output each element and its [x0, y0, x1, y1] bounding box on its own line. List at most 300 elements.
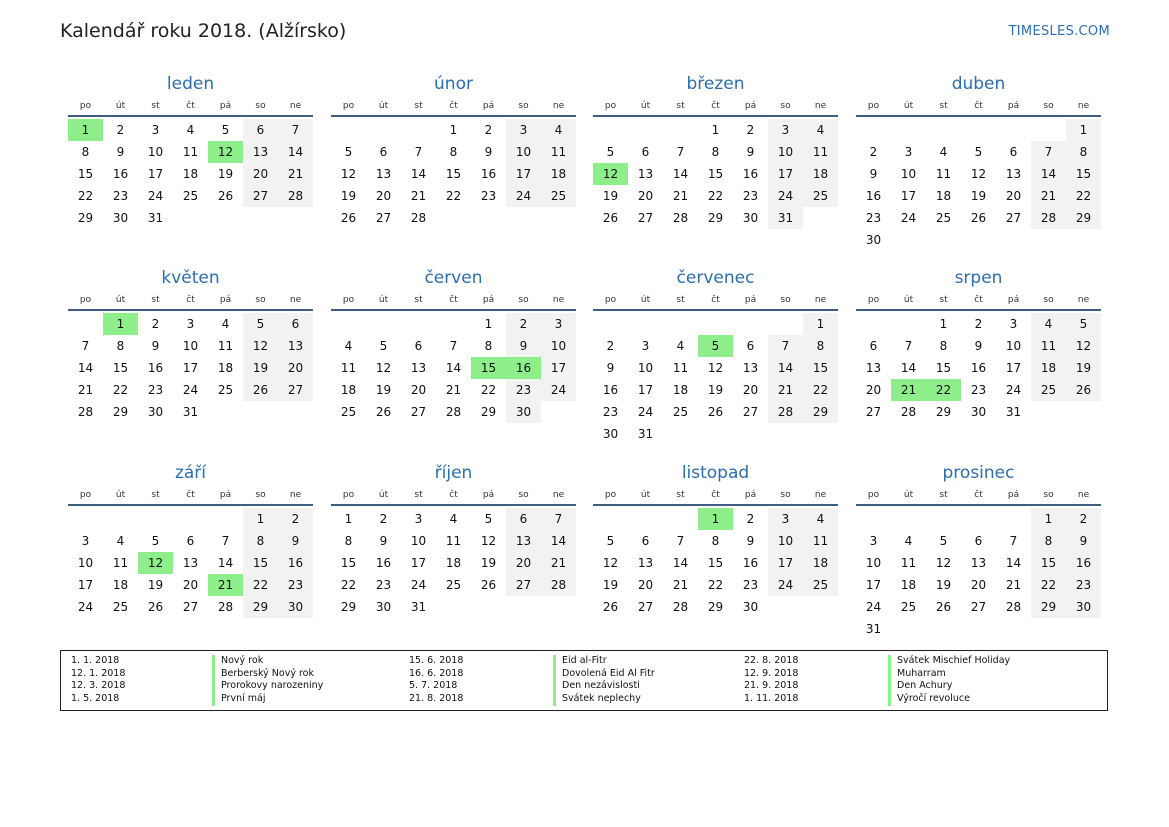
day-cell: 23: [742, 189, 759, 203]
day-cell: 14: [445, 361, 462, 375]
weekday-label: so: [1043, 101, 1054, 111]
day-cell: 2: [1066, 508, 1101, 530]
day-cell: 3: [541, 313, 576, 335]
legend-name-column: [553, 655, 655, 706]
day-cell: 19: [707, 383, 724, 397]
day-cell: 9: [506, 335, 541, 357]
day-cell: 3: [641, 339, 650, 353]
day-cell: 25: [445, 578, 462, 592]
day-cell: 26: [243, 379, 278, 401]
day-cell-holiday: 12: [593, 163, 628, 185]
day-cell: 27: [182, 600, 199, 614]
legend-date: 1. 1. 2018: [71, 655, 120, 666]
month-name: květen: [161, 268, 220, 288]
day-cell: 14: [1031, 163, 1066, 185]
day-cell: 7: [278, 119, 313, 141]
weekday-header: [68, 291, 313, 311]
day-cell: 28: [217, 600, 234, 614]
day-cell: 25: [935, 211, 952, 225]
day-cell: 28: [77, 405, 94, 419]
legend-name-column: [888, 655, 1010, 706]
day-cell: 13: [182, 556, 199, 570]
month-name: září: [174, 463, 207, 483]
day-cell: 6: [414, 339, 423, 353]
day-cell: 23: [480, 189, 497, 203]
month-7: [593, 267, 838, 445]
weekday-label: čt: [186, 101, 195, 111]
weekday-label: čt: [974, 295, 983, 305]
day-cell: 16: [278, 552, 313, 574]
day-cell: 4: [116, 534, 125, 548]
month-8: [856, 267, 1101, 423]
weekday-label: st: [676, 101, 685, 111]
weekday-label: ne: [814, 101, 827, 111]
day-empty: [401, 119, 436, 141]
day-cell: 24: [900, 211, 917, 225]
legend-date-column: [409, 655, 463, 706]
legend-date: 12. 1. 2018: [71, 667, 126, 679]
day-empty: [891, 313, 926, 335]
weekday-label: út: [115, 490, 126, 500]
legend-date: 1. 5. 2018: [71, 693, 120, 705]
weekday-label: so: [518, 295, 529, 305]
weekday-label: čt: [449, 101, 458, 111]
day-cell: 30: [506, 401, 541, 423]
day-cell: 24: [147, 189, 164, 203]
day-cell: 19: [935, 578, 952, 592]
day-cell: 20: [1005, 189, 1022, 203]
day-cell: 10: [77, 556, 94, 570]
day-cell: 1: [1031, 508, 1066, 530]
day-cell: 24: [541, 379, 576, 401]
weekday-label: čt: [974, 101, 983, 111]
day-cell: 27: [970, 600, 987, 614]
day-cell: 26: [147, 600, 164, 614]
day-cell: 17: [541, 357, 576, 379]
day-cell: 19: [375, 383, 392, 397]
day-cell: 17: [865, 578, 882, 592]
day-cell: 22: [340, 578, 357, 592]
day-cell: 6: [186, 534, 195, 548]
day-cell: 5: [151, 534, 160, 548]
day-cell: 24: [865, 600, 882, 614]
weekday-label: po: [79, 101, 92, 111]
holiday-legend: [60, 650, 1108, 711]
day-empty: [628, 119, 663, 141]
weekday-label: st: [414, 490, 423, 500]
day-cell: 20: [506, 552, 541, 574]
weekday-label: čt: [711, 101, 720, 111]
day-cell: 9: [484, 145, 493, 159]
day-cell: 25: [803, 574, 838, 596]
day-cell: 18: [541, 163, 576, 185]
day-cell: 3: [81, 534, 90, 548]
day-cell: 19: [970, 189, 987, 203]
legend-name-column: [212, 655, 323, 706]
day-cell: 12: [1066, 335, 1101, 357]
day-cell: 7: [1009, 534, 1018, 548]
day-cell: 11: [1031, 335, 1066, 357]
weekday-label: st: [939, 295, 948, 305]
day-cell: 15: [112, 361, 129, 375]
day-cell: 5: [379, 339, 388, 353]
day-cell: 25: [182, 189, 199, 203]
day-cell: 13: [278, 335, 313, 357]
day-cell: 24: [637, 405, 654, 419]
day-cell: 8: [81, 145, 90, 159]
weekday-label: po: [604, 490, 617, 500]
month-2: [331, 73, 576, 229]
day-cell: 17: [147, 167, 164, 181]
page-title: Kalendář roku 2018. (Alžírsko): [60, 20, 347, 42]
day-cell: 8: [711, 534, 720, 548]
day-cell: 19: [602, 189, 619, 203]
day-cell: 10: [182, 339, 199, 353]
weekday-label: út: [378, 101, 389, 111]
weekday-label: čt: [449, 295, 458, 305]
day-cell: 16: [1066, 552, 1101, 574]
day-cell: 1: [1066, 119, 1101, 141]
day-empty: [366, 119, 401, 141]
weekday-label: so: [1043, 490, 1054, 500]
weekday-header: [68, 486, 313, 506]
day-cell: 15: [243, 552, 278, 574]
weekday-label: út: [903, 295, 914, 305]
day-cell: 18: [112, 578, 129, 592]
day-cell: 12: [707, 361, 724, 375]
day-empty: [331, 119, 366, 141]
day-cell: 8: [116, 339, 125, 353]
weekday-label: po: [867, 101, 880, 111]
day-cell: 16: [970, 361, 987, 375]
day-cell: 26: [1066, 379, 1101, 401]
day-cell: 17: [768, 552, 803, 574]
day-cell: 27: [1005, 211, 1022, 225]
day-cell-holiday: 16: [506, 357, 541, 379]
weekday-label: st: [676, 295, 685, 305]
day-cell: 29: [1031, 596, 1066, 618]
day-cell: 26: [707, 405, 724, 419]
day-cell: 9: [151, 339, 160, 353]
day-empty: [926, 119, 961, 141]
day-empty: [733, 313, 768, 335]
day-cell: 30: [865, 233, 882, 247]
month-name: říjen: [434, 463, 473, 483]
day-empty: [663, 119, 698, 141]
weekday-label: čt: [186, 295, 195, 305]
day-cell: 30: [602, 427, 619, 441]
month-5: [68, 267, 313, 423]
day-cell: 3: [768, 508, 803, 530]
day-cell: 21: [77, 383, 94, 397]
day-cell: 15: [77, 167, 94, 181]
weekday-label: st: [939, 490, 948, 500]
legend-holiday-name: Dovolená Eid Al Fitr: [553, 668, 655, 681]
weekday-header: [856, 291, 1101, 311]
day-cell: 2: [379, 512, 388, 526]
day-cell: 21: [445, 383, 462, 397]
day-empty: [996, 508, 1031, 530]
day-cell: 29: [935, 405, 952, 419]
weekday-label: út: [640, 490, 651, 500]
weekday-label: st: [676, 490, 685, 500]
day-grid: [593, 313, 838, 445]
day-empty: [961, 119, 996, 141]
day-cell: 5: [606, 145, 615, 159]
month-name: duben: [951, 74, 1006, 94]
day-cell: 13: [865, 361, 882, 375]
weekday-label: út: [115, 295, 126, 305]
weekday-label: ne: [289, 490, 302, 500]
day-cell: 31: [1005, 405, 1022, 419]
day-cell: 16: [865, 189, 882, 203]
day-cell: 25: [112, 600, 129, 614]
legend-holiday-name: Svátek Mischief Holiday: [888, 655, 1010, 668]
day-cell: 29: [243, 596, 278, 618]
day-empty: [663, 313, 698, 335]
day-cell: 28: [278, 185, 313, 207]
month-name: prosinec: [942, 463, 1015, 483]
day-cell: 13: [1005, 167, 1022, 181]
day-cell: 9: [869, 167, 878, 181]
day-grid: [856, 313, 1101, 423]
day-cell: 9: [974, 339, 983, 353]
day-cell: 15: [1031, 552, 1066, 574]
legend-holiday-name: Den nezávislosti: [553, 680, 655, 693]
day-cell: 5: [1066, 313, 1101, 335]
weekday-label: ne: [289, 295, 302, 305]
day-cell: 2: [506, 313, 541, 335]
day-cell: 6: [1009, 145, 1018, 159]
weekday-label: ne: [289, 101, 302, 111]
day-cell: 21: [768, 379, 803, 401]
legend-holiday-name: Eid al-Fitr: [553, 655, 655, 668]
weekday-header: [593, 291, 838, 311]
day-cell: 26: [602, 600, 619, 614]
weekday-header: [331, 486, 576, 506]
weekday-label: st: [939, 101, 948, 111]
day-cell: 20: [278, 357, 313, 379]
legend-holiday-name: Muharram: [888, 668, 1010, 681]
weekday-label: ne: [814, 295, 827, 305]
day-cell: 23: [147, 383, 164, 397]
day-empty: [891, 119, 926, 141]
day-cell: 22: [243, 574, 278, 596]
weekday-label: čt: [711, 490, 720, 500]
day-cell: 30: [375, 600, 392, 614]
day-cell: 16: [480, 167, 497, 181]
day-cell: 24: [768, 185, 803, 207]
day-cell: 9: [606, 361, 615, 375]
day-cell: 11: [182, 145, 199, 159]
day-cell: 18: [900, 578, 917, 592]
day-cell: 23: [742, 578, 759, 592]
day-cell: 14: [768, 357, 803, 379]
day-cell: 21: [278, 163, 313, 185]
day-cell: 20: [865, 383, 882, 397]
month-11: [593, 462, 838, 618]
legend-date: 1. 11. 2018: [744, 693, 799, 705]
day-empty: [401, 313, 436, 335]
day-cell: 15: [707, 167, 724, 181]
day-cell: 14: [1005, 556, 1022, 570]
day-cell: 16: [602, 383, 619, 397]
day-empty: [961, 508, 996, 530]
weekday-label: pá: [1007, 295, 1020, 305]
legend-holiday-name: Prorokovy narozeniny: [212, 680, 323, 693]
day-cell: 11: [803, 530, 838, 552]
day-cell: 24: [768, 574, 803, 596]
day-cell: 23: [602, 405, 619, 419]
day-cell: 4: [1031, 313, 1066, 335]
legend-holiday-name: Nový rok: [212, 655, 323, 668]
day-cell: 8: [711, 145, 720, 159]
day-cell: 11: [217, 339, 234, 353]
weekday-label: po: [342, 490, 355, 500]
month-name: únor: [434, 74, 473, 94]
day-grid: [856, 119, 1101, 251]
weekday-label: pá: [744, 101, 757, 111]
day-cell: 24: [182, 383, 199, 397]
day-cell: 26: [375, 405, 392, 419]
day-empty: [926, 508, 961, 530]
weekday-label: st: [414, 101, 423, 111]
day-cell: 28: [672, 600, 689, 614]
month-name: březen: [686, 74, 745, 94]
month-4: [856, 73, 1101, 251]
month-3: [593, 73, 838, 229]
day-cell: 11: [803, 141, 838, 163]
weekday-label: po: [604, 295, 617, 305]
day-cell: 11: [112, 556, 129, 570]
day-cell: 17: [77, 578, 94, 592]
legend-date: 16. 6. 2018: [409, 667, 464, 679]
legend-holiday-name: Den Achury: [888, 680, 1010, 693]
weekday-label: po: [79, 295, 92, 305]
day-cell: 8: [344, 534, 353, 548]
day-cell: 14: [541, 530, 576, 552]
legend-date: 15. 6. 2018: [409, 655, 464, 666]
day-cell: 22: [480, 383, 497, 397]
day-cell: 23: [865, 211, 882, 225]
day-cell: 11: [935, 167, 952, 181]
site-link[interactable]: TIMESLES.COM: [1008, 24, 1110, 39]
weekday-label: ne: [1077, 490, 1090, 500]
day-cell: 26: [970, 211, 987, 225]
weekday-label: út: [640, 295, 651, 305]
day-cell: 16: [375, 556, 392, 570]
day-cell: 17: [637, 383, 654, 397]
day-cell: 4: [449, 512, 458, 526]
weekday-label: pá: [482, 295, 495, 305]
day-cell: 7: [904, 339, 913, 353]
day-cell: 12: [935, 556, 952, 570]
day-cell: 7: [676, 145, 685, 159]
day-empty: [1031, 119, 1066, 141]
day-cell: 19: [147, 578, 164, 592]
day-cell: 16: [112, 167, 129, 181]
legend-date-column: [744, 655, 798, 706]
day-cell: 31: [768, 207, 803, 229]
day-empty: [68, 313, 103, 335]
day-cell: 29: [1066, 207, 1101, 229]
day-empty: [366, 313, 401, 335]
month-10: [331, 462, 576, 618]
day-cell: 21: [672, 578, 689, 592]
weekday-label: so: [518, 101, 529, 111]
day-cell: 1: [939, 317, 948, 331]
day-cell: 5: [606, 534, 615, 548]
day-cell: 2: [606, 339, 615, 353]
weekday-label: pá: [219, 295, 232, 305]
day-cell: 1: [449, 123, 458, 137]
day-cell: 8: [939, 339, 948, 353]
weekday-label: út: [378, 490, 389, 500]
weekday-header: [593, 97, 838, 117]
day-cell: 10: [541, 335, 576, 357]
day-cell: 10: [410, 534, 427, 548]
day-cell: 27: [742, 405, 759, 419]
day-cell: 8: [243, 530, 278, 552]
day-cell: 6: [746, 339, 755, 353]
day-empty: [996, 119, 1031, 141]
day-cell: 25: [217, 383, 234, 397]
day-cell: 23: [112, 189, 129, 203]
day-cell: 26: [340, 211, 357, 225]
month-9: [68, 462, 313, 618]
day-cell: 26: [480, 578, 497, 592]
day-cell: 13: [637, 556, 654, 570]
day-empty: [331, 313, 366, 335]
day-empty: [698, 313, 733, 335]
day-cell: 25: [340, 405, 357, 419]
day-cell-holiday: 1: [103, 313, 138, 335]
day-cell: 2: [974, 317, 983, 331]
day-cell: 8: [1066, 141, 1101, 163]
day-cell: 10: [1005, 339, 1022, 353]
day-cell-holiday: 22: [926, 379, 961, 401]
day-cell: 2: [278, 508, 313, 530]
day-empty: [593, 313, 628, 335]
day-cell: 20: [375, 189, 392, 203]
day-cell: 9: [746, 145, 755, 159]
day-cell: 6: [379, 145, 388, 159]
day-cell: 14: [77, 361, 94, 375]
day-cell: 27: [278, 379, 313, 401]
weekday-label: ne: [552, 295, 565, 305]
day-cell: 19: [602, 578, 619, 592]
legend-date-column: [71, 655, 125, 706]
weekday-label: út: [115, 101, 126, 111]
weekday-label: pá: [482, 490, 495, 500]
day-cell: 17: [1005, 361, 1022, 375]
day-cell: 15: [803, 357, 838, 379]
day-empty: [628, 313, 663, 335]
day-cell: 11: [900, 556, 917, 570]
day-cell: 10: [768, 530, 803, 552]
weekday-label: čt: [449, 490, 458, 500]
day-cell: 11: [672, 361, 689, 375]
day-cell: 1: [344, 512, 353, 526]
day-empty: [173, 508, 208, 530]
weekday-label: so: [1043, 295, 1054, 305]
day-cell: 15: [707, 556, 724, 570]
day-empty: [856, 119, 891, 141]
day-cell: 22: [707, 189, 724, 203]
day-cell: 21: [672, 189, 689, 203]
day-cell: 30: [147, 405, 164, 419]
day-cell: 19: [217, 167, 234, 181]
